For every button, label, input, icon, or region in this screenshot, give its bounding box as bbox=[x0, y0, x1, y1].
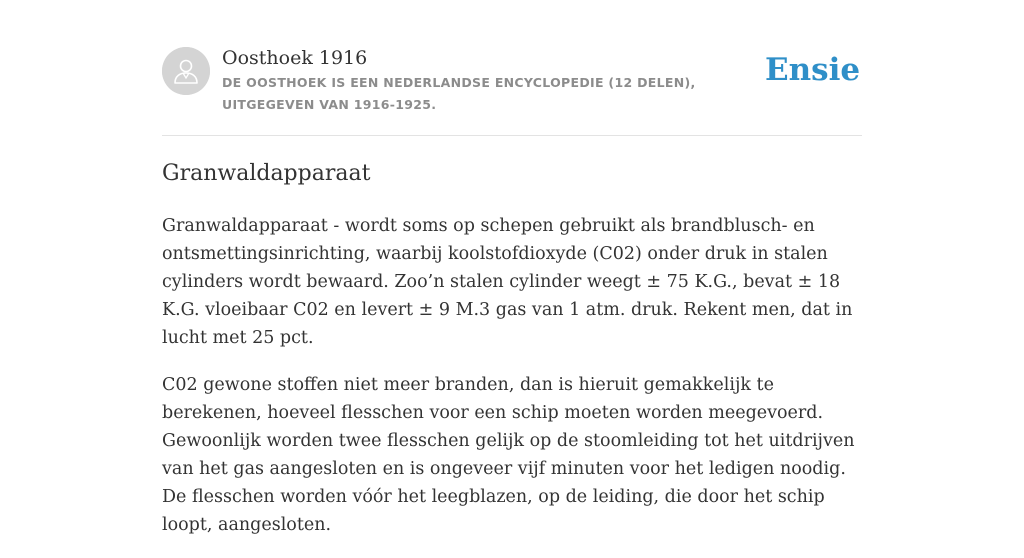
article-paragraph: Granwaldapparaat - wordt soms op schepen gebruikt als brandblusch- en ontsmettingsinrichting, waarbij koolstofdioxyde (C02) onder druk in stalen cylinders wordt bewaard. Zoo’n stalen cylinder weegt ± 75 K.G., bevat ± 18 K.G. vloeibaar C02 en levert ± 9 M.3 gas van 1 atm. druk. Rekent men, dat in lucht met 25 pct. bbox=[162, 216, 853, 348]
header-divider bbox=[162, 135, 862, 136]
user-avatar-icon[interactable] bbox=[162, 47, 210, 95]
source-description: DE OOSTHOEK IS EEN NEDERLANDSE ENCYCLOPEDIE (12 DELEN), UITGEGEVEN VAN 1916-1925. bbox=[222, 75, 696, 112]
source-header bbox=[162, 44, 862, 136]
source-title[interactable]: Oosthoek 1916 bbox=[222, 47, 368, 69]
ensie-logo[interactable]: Ensie bbox=[765, 52, 861, 88]
article-body bbox=[162, 212, 862, 558]
article-title: Granwaldapparaat bbox=[162, 161, 371, 186]
article-paragraph: C02 gewone stoffen niet meer branden, dan is hieruit gemakkelijk te berekenen, hoeveel flesschen voor een schip moeten worden meegevoerd. Gewoonlijk worden twee flesschen gelijk op de stoomleiding tot het uitdrijven van het gas aangesloten en is ongeveer vijf minuten voor het ledigen noodig. De flesschen worden vóór het leegblazen, op de leiding, die door het schip loopt, aangesloten. bbox=[162, 375, 855, 535]
